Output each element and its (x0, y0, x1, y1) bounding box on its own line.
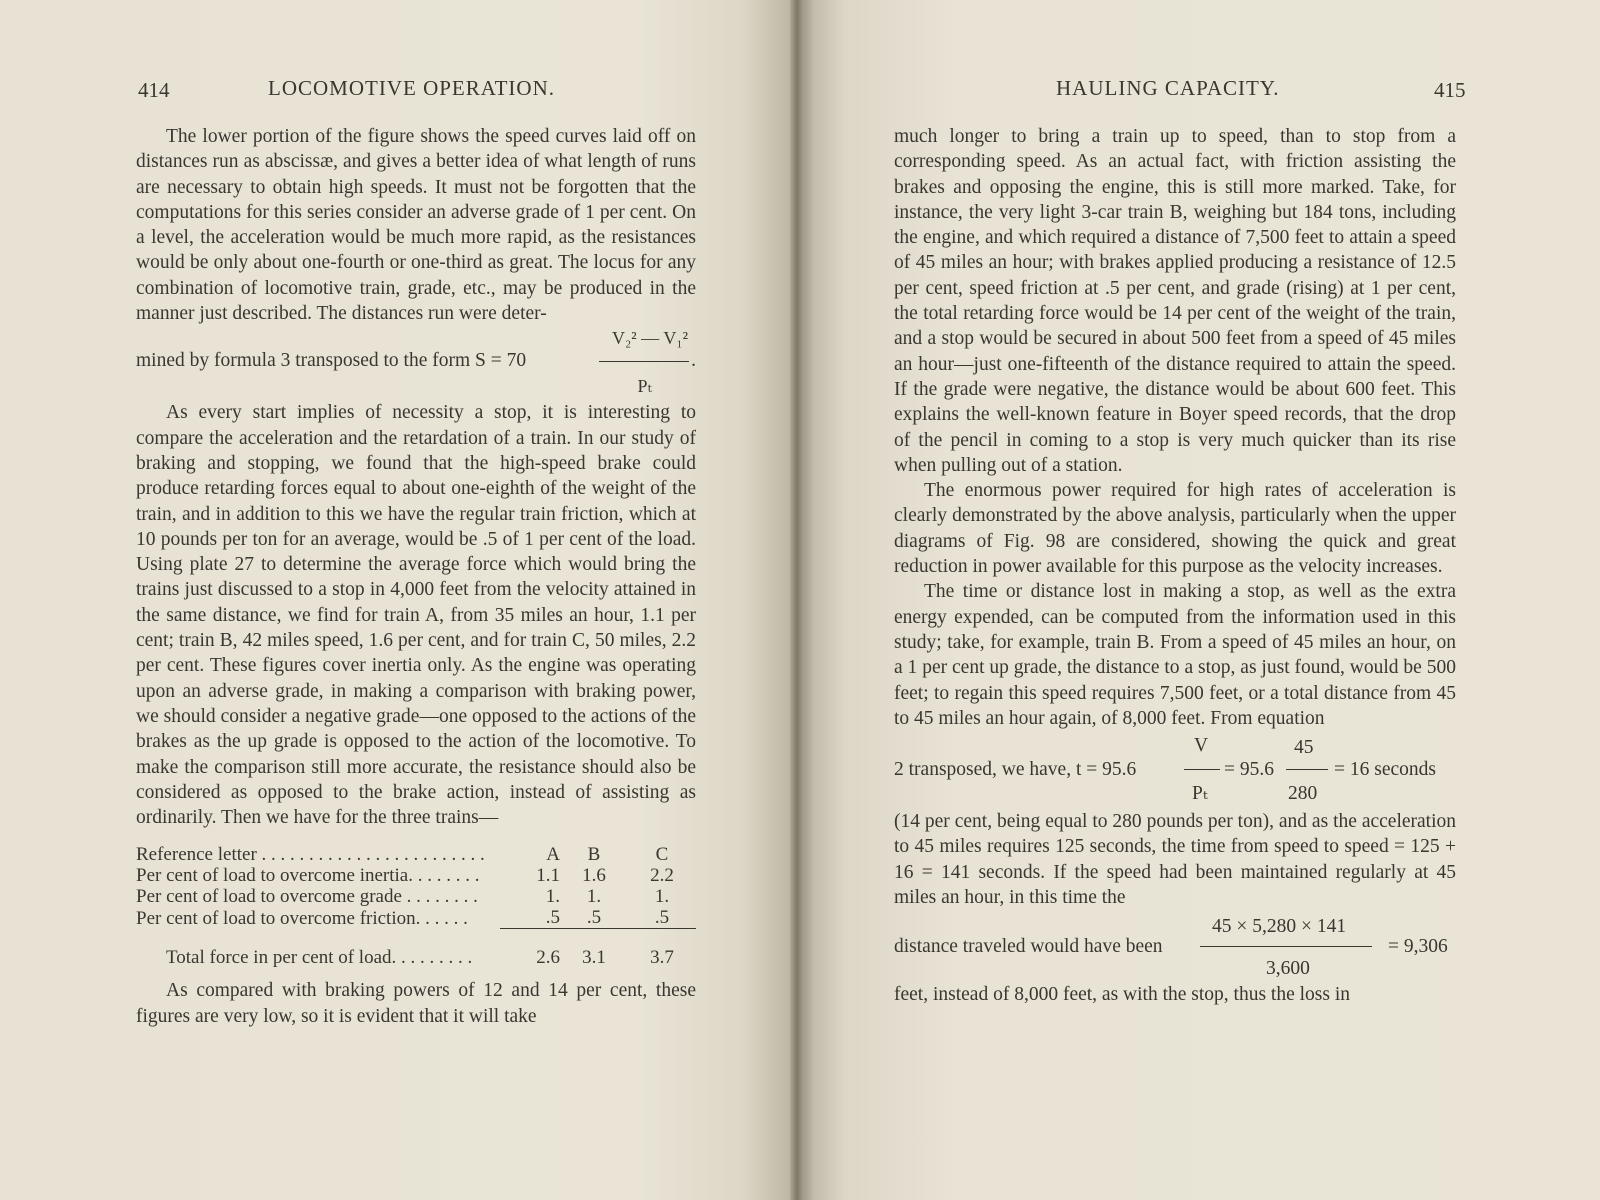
eq2-v: V (1194, 735, 1209, 757)
eq2-pt: Pₜ (1192, 783, 1208, 805)
cell-b: 1.6 (582, 865, 606, 887)
eq2-mid: = 95.6 (1224, 759, 1274, 781)
eq3-denominator: 3,600 (1266, 958, 1310, 980)
table-row (136, 886, 696, 907)
eq3-lead: distance traveled would have been (894, 936, 1163, 958)
eq3-bar (1200, 946, 1372, 947)
right-text-block (894, 124, 1456, 1008)
right-page-number: 415 (1434, 78, 1466, 102)
right-paragraph-1: much longer to bring a train up to speed, than to stop from a corresponding speed. As an actual fact, with friction assisting the brakes and opposing the engine, this is still more marked. Take, for instance, the very light 3-car train B, weighing but 184 tons, including the engine, and which required a distance of 7,500 feet to attain a speed of 45 miles an hour; with brakes applied producing a resistance of 12.5 per cent, speed friction at .5 per cent, and grade (rising) at 1 per cent, the total retarding force would be 14 per cent of the weight of the train, and a stop would be secured in about 500 feet from a speed of 45 miles an hour—just one-fifteenth of the distance required to attain the speed. If the grade were negative, the distance would be about 600 feet. This explains the well-known feature in Boyer speed records, that the drop of the pencil in coming to a stop is very much quicker than its rise when pulling out of a station. (894, 126, 1456, 476)
row-label: Reference letter . . . . . . . . . . . . . . . . . . . . . . . . (136, 844, 485, 866)
load-table (136, 844, 696, 968)
cell-c: C (655, 844, 669, 866)
total-a: 2.6 (536, 947, 560, 969)
equation-2 (894, 731, 1456, 809)
total-b: 3.1 (582, 947, 606, 969)
left-paragraph-2: As every start implies of necessity a stop, it is interesting to compare the acceleration and the retardation of a train. In our study of braking and stopping, we found that the high-speed brake could produce retarding forces equal to about one-eighth of the weight of the train, and in addition to this we have the regular train friction, which at 10 pounds per ton for an average, would be .5 of 1 per cent of the load. Using plate 27 to determine the average force which would bring the trains just discussed to a stop in 4,000 feet from the velocity attained in the same distance, we find for train A, from 35 miles an hour, 1.1 per cent; train B, 42 miles speed, 1.6 per cent, and for train C, 50 miles, 2.2 per cent. These figures cover inertia only. As the engine was operating upon an adverse grade, in making a comparison with braking power, we should consider a negative grade—one opposed to the actions of the brakes as the up grade is opposed to the action of the locomotive. To make the comparison still more accurate, the resistance should also be considered as opposed to the brake action, instead of assisting as ordinarily. Then we have for the three trains— (136, 402, 696, 829)
eq2-numerator: 45 (1294, 737, 1314, 759)
cell-c: 2.2 (650, 865, 674, 887)
total-c: 3.7 (650, 947, 674, 969)
right-paragraph-2: The enormous power required for high rates of acceleration is clearly demonstrated by the above analysis, particularly when the upper diagrams of Fig. 98 are considered, showing the quick and great reduction in power available for this purpose as the velocity increases. (894, 480, 1456, 578)
eq2-bar-1 (1184, 769, 1220, 770)
formula-1-lead: mined by formula 3 transposed to the form S = 70 (136, 350, 527, 372)
formula-1-bar (599, 361, 689, 362)
total-label: Total force in per cent of load. . . . . . . . . (166, 947, 473, 969)
cell-c: 1. (654, 886, 670, 908)
eq3-result: = 9,306 (1388, 936, 1448, 958)
left-paragraph-1: The lower portion of the figure shows the speed curves laid off on distances run as abscissæ, and gives a better idea of what length of runs are necessary to obtain high speeds. It must not be forgotten that the computations for this series consider an adverse grade of 1 per cent. On a level, the acceleration would be much more rapid, as the resistances would be only about one-fourth or one-third as great. The locus for any combination of locomotive train, grade, etc., may be produced in the manner just described. The distances run were deter- (136, 126, 696, 325)
eq2-result: = 16 seconds (1334, 759, 1436, 781)
cell-a: 1.1 (536, 865, 560, 887)
right-page (798, 0, 1600, 1200)
equation-3 (894, 910, 1456, 982)
left-page (0, 0, 798, 1200)
left-running-head: LOCOMOTIVE OPERATION. (268, 76, 555, 100)
table-row (136, 907, 696, 929)
cell-a: .5 (545, 907, 560, 929)
left-paragraph-3: As compared with braking powers of 12 and 14 per cent, these figures are very low, so it is evident that it will take (136, 980, 696, 1027)
row-label: Per cent of load to overcome inertia. . . . . . . . (136, 865, 480, 887)
row-label: Per cent of load to overcome friction. . . . . . (136, 907, 468, 929)
right-paragraph-3: The time or distance lost in making a stop, as well as the extra energy expended, can be computed from the information used in this study; take, for example, train B. From a speed of 45 miles an hour, on a 1 per cent up grade, the distance to a stop, as just found, would be 500 feet; to regain this speed requires 7,500 feet, or a total distance from 45 to 45 miles an hour again, of 8,000 feet. From equation (894, 581, 1456, 729)
cell-a: 1. (545, 886, 560, 908)
right-paragraph-4: (14 per cent, being equal to 280 pounds per ton), and as the acceleration to 45 miles requires 125 seconds, the time from speed to speed = 125 + 16 = 141 seconds. If the speed had been maintained regularly at 45 miles an hour, in this time the (894, 811, 1456, 909)
left-text-block (136, 124, 696, 1029)
right-running-head: HAULING CAPACITY. (1056, 76, 1280, 100)
eq2-denominator: 280 (1288, 783, 1318, 805)
cell-a: A (546, 844, 560, 866)
formula-1 (136, 326, 696, 402)
cell-b: B (587, 844, 601, 866)
cell-b: .5 (586, 907, 602, 929)
table-total-row (136, 929, 696, 968)
formula-1-end: . (691, 350, 696, 372)
table-row (136, 865, 696, 886)
book-gutter (790, 0, 804, 1200)
eq3-numerator: 45 × 5,280 × 141 (1212, 916, 1347, 938)
right-paragraph-5: feet, instead of 8,000 feet, as with the stop, thus the loss in (894, 984, 1351, 1006)
cell-b: 1. (586, 886, 602, 908)
eq2-lead: 2 transposed, we have, t = 95.6 (894, 759, 1137, 781)
table-row (136, 844, 696, 865)
formula-1-numerator: V₂² — V₁² (611, 328, 688, 349)
row-label: Per cent of load to overcome grade . . . . . . . . (136, 886, 478, 908)
cell-c: .5 (654, 907, 670, 929)
left-page-number: 414 (138, 78, 170, 102)
eq2-bar-2 (1286, 769, 1328, 770)
formula-1-denominator: Pₜ (637, 376, 652, 397)
